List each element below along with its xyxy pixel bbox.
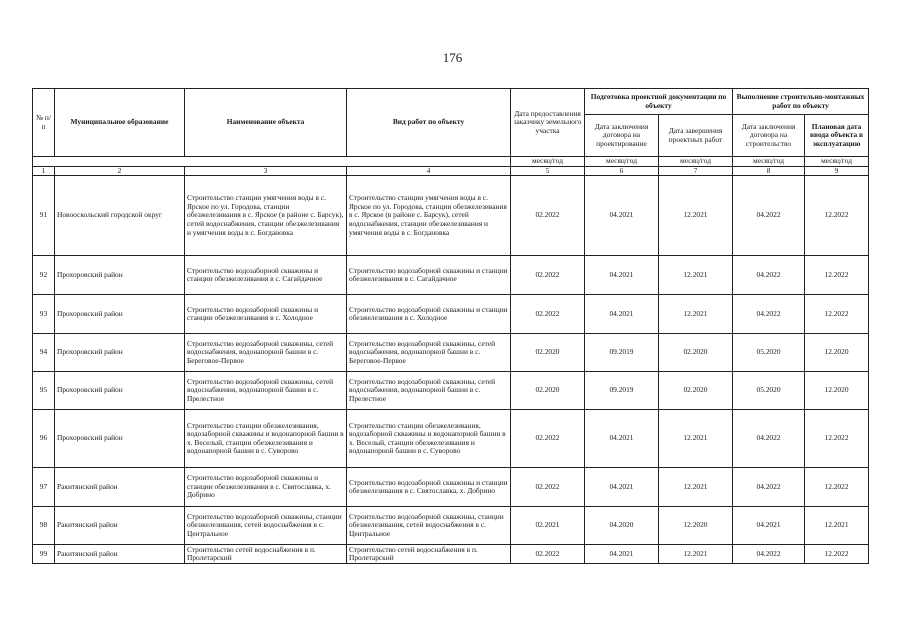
column-number: 6 xyxy=(585,166,659,176)
construction-contract-cell: 04.2021 xyxy=(733,507,805,545)
design-done-cell: 12.2021 xyxy=(659,176,733,256)
commission-date-cell: 12.2022 xyxy=(805,295,869,334)
commission-date-cell: 12.2020 xyxy=(805,372,869,410)
header-design-contract: Дата заключения договора на проектирование xyxy=(585,115,659,157)
land-date-cell: 02.2021 xyxy=(511,507,585,545)
design-done-cell: 02.2020 xyxy=(659,334,733,372)
land-date-cell: 02.2020 xyxy=(511,334,585,372)
row-number: 93 xyxy=(33,295,55,334)
work-type-cell: Строительство станции обезжелезивания, водозаборной скважины и водонапорной башни в х. Веселый, станции обезжелезивания и водонапорной башни в с. Суворово xyxy=(347,410,511,468)
table-row xyxy=(33,545,869,564)
work-type-cell: Строительство водозаборной скважины и станции обезжелезивания в с. Святославка, х. Добрино xyxy=(347,468,511,507)
land-date-cell: 02.2022 xyxy=(511,410,585,468)
commission-date-cell: 12.2020 xyxy=(805,334,869,372)
municipality-cell: Ракитянский район xyxy=(55,507,185,545)
row-number: 98 xyxy=(33,507,55,545)
table-row xyxy=(33,295,869,334)
municipality-cell: Ракитянский район xyxy=(55,545,185,564)
row-number: 97 xyxy=(33,468,55,507)
object-name-cell: Строительство водозаборной скважины и станции обезжелезивания в с. Сагайдачное xyxy=(185,256,347,295)
table-row xyxy=(33,468,869,507)
header-design-done: Дата завершения проектных работ xyxy=(659,115,733,157)
municipality-cell: Ракитянский район xyxy=(55,468,185,507)
commission-date-cell: 12.2022 xyxy=(805,410,869,468)
page-number: 176 xyxy=(442,50,463,65)
design-done-cell: 12.2021 xyxy=(659,410,733,468)
design-contract-cell: 04.2021 xyxy=(585,468,659,507)
municipality-cell: Прохоровский район xyxy=(55,295,185,334)
table-row xyxy=(33,334,869,372)
row-number: 91 xyxy=(33,176,55,256)
design-contract-cell: 09.2019 xyxy=(585,334,659,372)
design-contract-cell: 04.2021 xyxy=(585,410,659,468)
object-name-cell: Строительство сетей водоснабжения в п. Пролетарский xyxy=(185,545,347,564)
object-name-cell: Строительство водозаборной скважины и станции обезжелезивания в с. Холодное xyxy=(185,295,347,334)
design-contract-cell: 04.2021 xyxy=(585,176,659,256)
unit-spacer xyxy=(33,157,511,167)
construction-contract-cell: 05.2020 xyxy=(733,372,805,410)
header-construction-contract: Дата заключения договора на строительство xyxy=(733,115,805,157)
design-done-cell: 02.2020 xyxy=(659,372,733,410)
design-contract-cell: 09.2019 xyxy=(585,372,659,410)
work-type-cell: Строительство водозаборной скважины и станции обезжелезивания в с. Холодное xyxy=(347,295,511,334)
header-land-date: Дата предоставления заказчику земельного участка xyxy=(511,89,585,157)
commission-date-cell: 12.2021 xyxy=(805,507,869,545)
commission-date-cell: 12.2022 xyxy=(805,468,869,507)
table-row xyxy=(33,256,869,295)
work-type-cell: Строительство водозаборной скважины, сетей водоснабжения, водонапорной башни в с. Береговое-Первое xyxy=(347,334,511,372)
commission-date-cell: 12.2022 xyxy=(805,256,869,295)
land-date-cell: 02.2022 xyxy=(511,545,585,564)
header-work-type: Вид работ по объекту xyxy=(347,89,511,157)
header-num: № п/п xyxy=(33,89,55,157)
work-type-cell: Строительство водозаборной скважины, станции обезжелезивания, сетей водоснабжения в с. Центральное xyxy=(347,507,511,545)
work-type-cell: Строительство водозаборной скважины и станции обезжелезивания в с. Сагайдачное xyxy=(347,256,511,295)
row-number: 96 xyxy=(33,410,55,468)
object-name-cell: Строительство водозаборной скважины, сетей водоснабжения, водонапорной башни в с. Береговое-Первое xyxy=(185,334,347,372)
header-design-group: Подготовка проектной документации по объекту xyxy=(585,89,733,115)
object-name-cell: Строительство водозаборной скважины и станции обезжелезивания в с. Святославка, х. Добрино xyxy=(185,468,347,507)
table-row xyxy=(33,372,869,410)
municipality-cell: Новооскольский городской округ xyxy=(55,176,185,256)
land-date-cell: 02.2022 xyxy=(511,256,585,295)
construction-contract-cell: 04.2022 xyxy=(733,176,805,256)
land-date-cell: 02.2020 xyxy=(511,372,585,410)
schedule-table xyxy=(32,88,869,564)
row-number: 95 xyxy=(33,372,55,410)
column-number: 5 xyxy=(511,166,585,176)
table-row xyxy=(33,176,869,256)
column-number: 8 xyxy=(733,166,805,176)
land-date-cell: 02.2022 xyxy=(511,468,585,507)
commission-date-cell: 12.2022 xyxy=(805,176,869,256)
design-done-cell: 12.2021 xyxy=(659,545,733,564)
construction-contract-cell: 04.2022 xyxy=(733,410,805,468)
municipality-cell: Прохоровский район xyxy=(55,410,185,468)
land-date-cell: 02.2022 xyxy=(511,295,585,334)
land-date-cell: 02.2022 xyxy=(511,176,585,256)
unit-label: месяц/год xyxy=(733,157,805,167)
object-name-cell: Строительство водозаборной скважины, станции обезжелезивания, сетей водоснабжения в с. Центральное xyxy=(185,507,347,545)
column-number: 4 xyxy=(347,166,511,176)
column-number: 7 xyxy=(659,166,733,176)
work-type-cell: Строительство станции умягчения воды в с. Ярское по ул. Городова, станции обезжелезивания в с. Ярское (в районе с. Барсук), сетей водоснабжения, станции обезжелезивания и умягчения воды в с. Богдановка xyxy=(347,176,511,256)
design-contract-cell: 04.2021 xyxy=(585,545,659,564)
table-row xyxy=(33,410,869,468)
column-number: 1 xyxy=(33,166,55,176)
unit-label: месяц/год xyxy=(659,157,733,167)
header-object-name: Наименование объекта xyxy=(185,89,347,157)
row-number: 92 xyxy=(33,256,55,295)
work-type-cell: Строительство сетей водоснабжения в п. Пролетарский xyxy=(347,545,511,564)
construction-contract-cell: 04.2022 xyxy=(733,295,805,334)
design-done-cell: 12.2020 xyxy=(659,507,733,545)
object-name-cell: Строительство водозаборной скважины, сетей водоснабжения, водонапорной башни в с. Прелестное xyxy=(185,372,347,410)
construction-contract-cell: 04.2022 xyxy=(733,468,805,507)
header-construction-group: Выполнение строительно-монтажных работ по объекту xyxy=(733,89,869,115)
work-type-cell: Строительство водозаборной скважины, сетей водоснабжения, водонапорной башни в с. Прелестное xyxy=(347,372,511,410)
unit-label: месяц/год xyxy=(805,157,869,167)
row-number: 94 xyxy=(33,334,55,372)
header-municipality: Муниципальное образование xyxy=(55,89,185,157)
object-name-cell: Строительство станции умягчения воды в с. Ярское по ул. Городова, станции обезжелезивания в с. Ярское (в районе с. Барсук), сетей водоснабжения, станции обезжелезивания и умягчения воды в с. Богдановка xyxy=(185,176,347,256)
header-commission-date: Плановая дата ввода объекта в эксплуатацию xyxy=(805,115,869,157)
column-number: 3 xyxy=(185,166,347,176)
design-contract-cell: 04.2021 xyxy=(585,256,659,295)
municipality-cell: Прохоровский район xyxy=(55,256,185,295)
unit-label: месяц/год xyxy=(585,157,659,167)
table-row xyxy=(33,507,869,545)
design-done-cell: 12.2021 xyxy=(659,295,733,334)
design-contract-cell: 04.2020 xyxy=(585,507,659,545)
row-number: 99 xyxy=(33,545,55,564)
object-name-cell: Строительство станции обезжелезивания, водозаборной скважины и водонапорной башни в х. Веселый, станции обезжелезивания и водонапорной башни в с. Суворово xyxy=(185,410,347,468)
design-done-cell: 12.2021 xyxy=(659,256,733,295)
unit-label: месяц/год xyxy=(511,157,585,167)
commission-date-cell: 12.2022 xyxy=(805,545,869,564)
column-number: 9 xyxy=(805,166,869,176)
construction-contract-cell: 04.2022 xyxy=(733,545,805,564)
municipality-cell: Прохоровский район xyxy=(55,334,185,372)
column-number: 2 xyxy=(55,166,185,176)
construction-contract-cell: 04.2022 xyxy=(733,256,805,295)
design-done-cell: 12.2021 xyxy=(659,468,733,507)
design-contract-cell: 04.2021 xyxy=(585,295,659,334)
municipality-cell: Прохоровский район xyxy=(55,372,185,410)
construction-contract-cell: 05.2020 xyxy=(733,334,805,372)
